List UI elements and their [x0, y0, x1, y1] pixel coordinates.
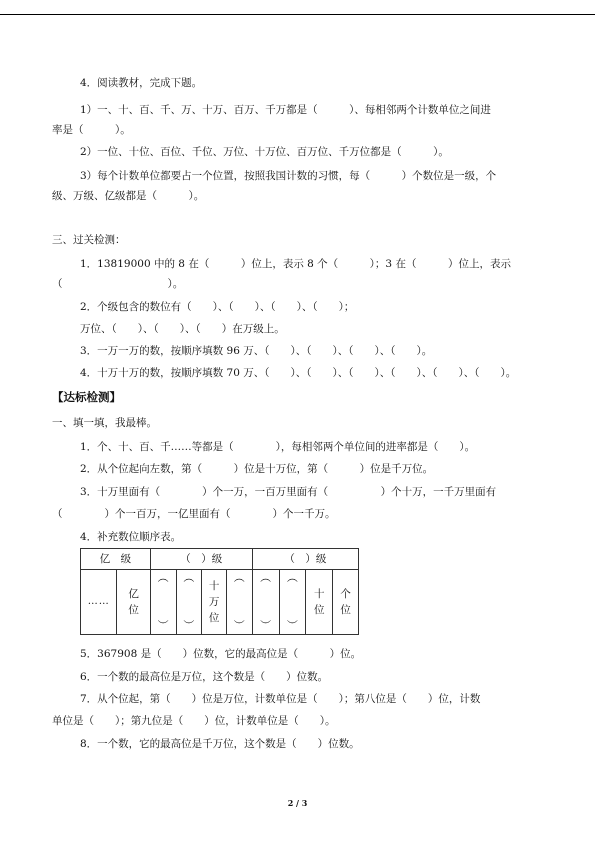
table-head-wan-level-blank: （ ）级	[150, 549, 252, 570]
dabiao-q7-line1: 7．从个位起，第（ ）位是万位，计数单位是（ ）；第八位是（ ）位，计数	[80, 693, 481, 705]
table-char: 位	[128, 604, 139, 616]
section4-title: 4．阅读教材，完成下题。	[80, 77, 203, 89]
dabiao-heading: 【达标检测】	[52, 390, 121, 404]
section3-q2-line1: 2．个级包含的数位有（ ）、（ ）、（ ）、（ ）；	[80, 301, 355, 313]
table-cell-blank	[279, 570, 306, 635]
section4-q3-line1: 3）每个计数单位都要占一个位置，按照我国计数的习惯，每（ ）个数位是一级，个	[80, 170, 497, 182]
section4-q3-line2: 级、万级、亿级都是（ ）。	[52, 190, 205, 202]
part1-title: 一、填一填，我最棒。	[52, 417, 157, 429]
table-char: 十	[208, 580, 220, 592]
table-cell-blank	[226, 570, 252, 635]
table-char: 亿	[128, 588, 139, 600]
table-cell-blank	[150, 570, 176, 635]
bracket-bottom: ︶	[260, 619, 272, 632]
dabiao-q1: 1．个、十、百、千……等都是（ ），每相邻两个单位间的进率都是（ ）。	[80, 441, 476, 453]
dabiao-q2: 2．从个位起向左数，第（ ）位是十万位，第（ ）位是千万位。	[80, 463, 434, 475]
table-cell-shiwan-wei	[202, 570, 227, 635]
table-cell-dots: ……	[81, 570, 117, 635]
section4-q1-line1: 1）一、十、百、千、万、十万、百万、千万都是（ ）、每相邻两个计数单位之间进	[80, 104, 491, 116]
section3-q1-line2: （ ）。	[52, 278, 184, 290]
table-char: 个	[340, 588, 351, 600]
header-rule	[0, 14, 595, 15]
dabiao-q4-title: 4．补充数位顺序表。	[80, 531, 182, 543]
dabiao-q6: 6．一个数的最高位是万位，这个数是（ ）位数。	[80, 671, 329, 683]
dabiao-q7-line2: 单位是（ ）；第九位是（ ）位，计数单位是（ ）。	[52, 715, 336, 727]
section4-q1-line2: 率是（ ）。	[52, 124, 131, 136]
dabiao-q3-line1: 3．十万里面有（ ）个一万，一百万里面有（ ）个十万，一千万里面有	[80, 486, 497, 498]
table-head-yi-level: 亿 级	[81, 549, 151, 570]
table-head-ge-level-blank: （ ）级	[252, 549, 358, 570]
page-number: 2 / 3	[287, 798, 308, 808]
table-char: 位	[208, 612, 220, 624]
section4-q2: 2）一位、十位、百位、千位、万位、十万位、百万位、千万位都是（ ）。	[80, 146, 449, 158]
bracket-top: ︵	[183, 571, 195, 584]
bracket-bottom: ︶	[233, 619, 245, 632]
table-cell-yi-wei	[117, 570, 150, 635]
section3-q2-line2: 万位、（ ）、（ ）、（ ）在万级上。	[80, 323, 285, 335]
bracket-bottom: ︶	[286, 619, 298, 632]
bracket-bottom: ︶	[183, 619, 195, 632]
dabiao-q3-line2: （ ）个一百万，一亿里面有（ ）个一千万。	[52, 508, 336, 520]
dabiao-q5: 5．367908 是（ ）位数，它的最高位是（ ）位。	[80, 648, 362, 660]
section3-q4: 4．十万十万的数，按顺序填数 70 万、（ ）、（ ）、（ ）、（ ）、（ ）、（ ）。	[80, 367, 517, 379]
bracket-top: ︵	[157, 571, 169, 584]
bracket-bottom: ︶	[157, 619, 169, 632]
section3-q1-line1: 1．13819000 中的 8 在（ ）位上，表示 8 个（ ）；3 在（ ）位上，表示	[80, 258, 511, 270]
bracket-top: ︵	[260, 571, 272, 584]
table-char: 十	[313, 588, 325, 600]
table-char: 位	[340, 604, 351, 616]
table-cell-blank	[252, 570, 279, 635]
table-char: 万	[208, 596, 220, 608]
section3-title: 三、过关检测：	[52, 234, 126, 246]
table-cell-ge-wei	[333, 570, 359, 635]
table-cell-blank	[176, 570, 202, 635]
dabiao-q8: 8．一个数，它的最高位是千万位，这个数是（ ）位数。	[80, 738, 360, 750]
table-char: 位	[313, 604, 325, 616]
bracket-top: ︵	[233, 571, 245, 584]
table-cell-shi-wei	[306, 570, 333, 635]
bracket-top: ︵	[286, 571, 298, 584]
section3-q3: 3．一万一万的数，按顺序填数 96 万、（ ）、（ ）、（ ）、（ ）。	[80, 345, 433, 357]
place-value-table	[80, 548, 359, 635]
